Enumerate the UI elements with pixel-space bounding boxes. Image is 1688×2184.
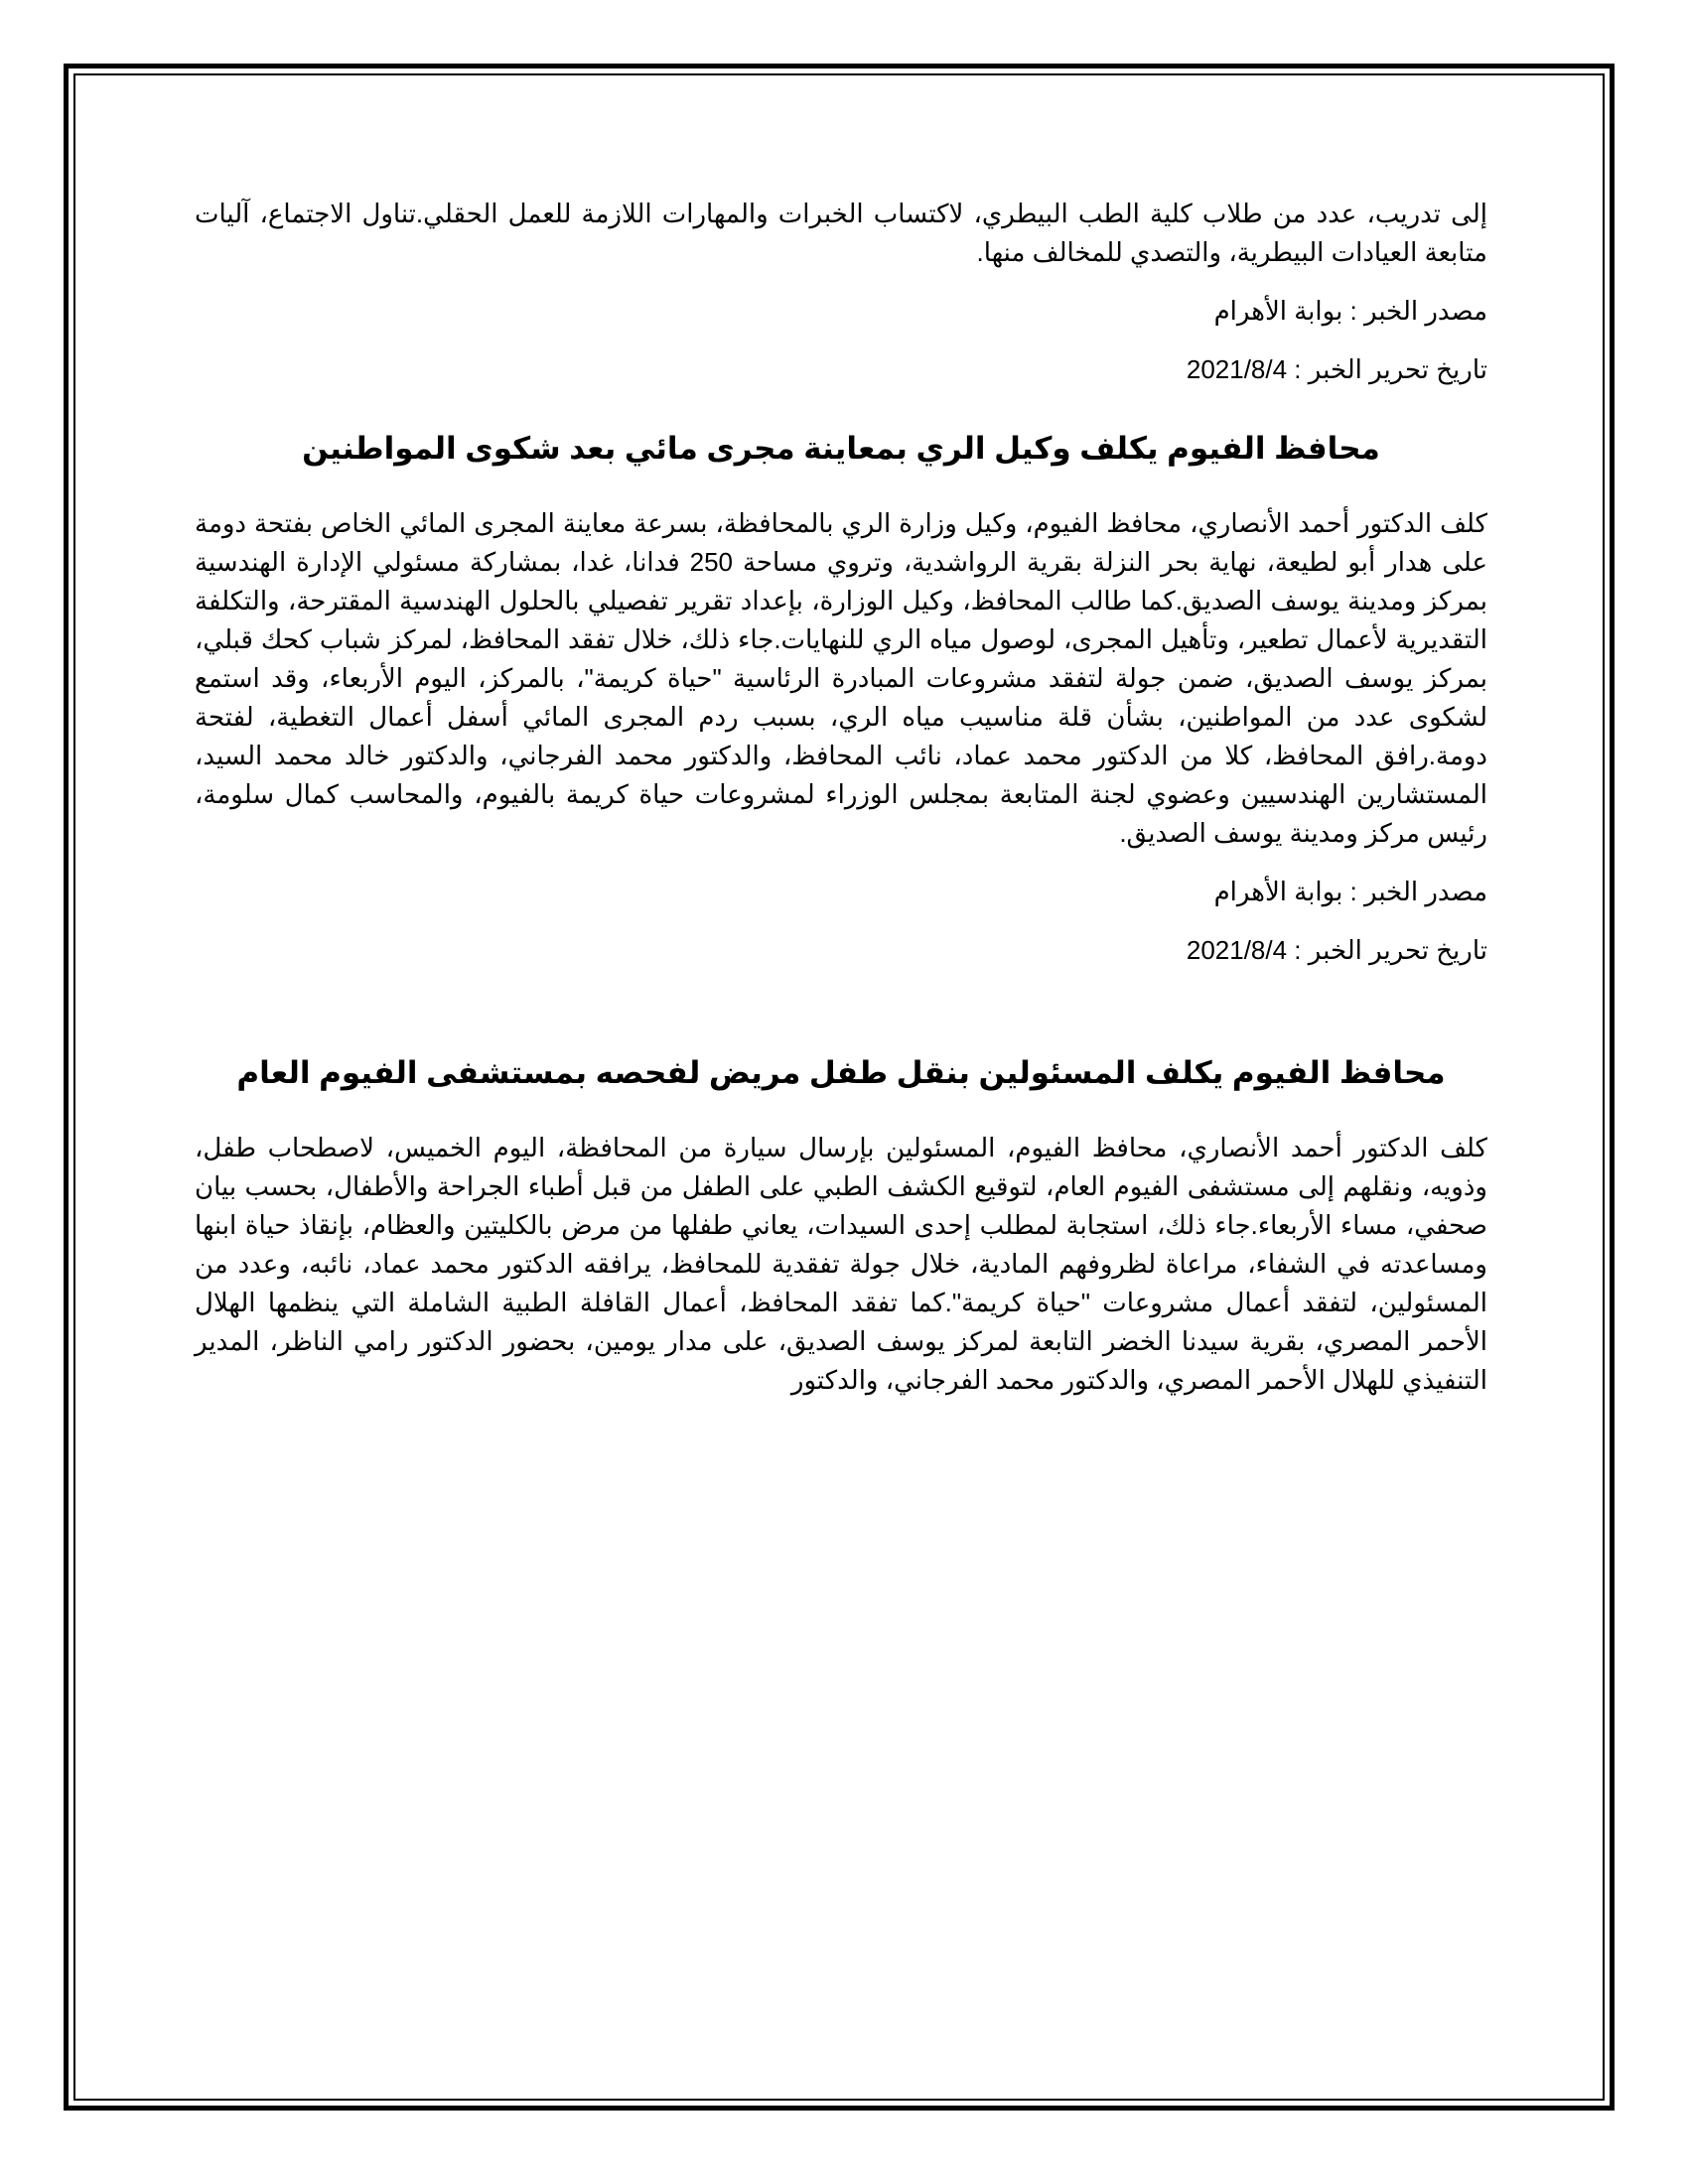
article1-body: كلف الدكتور أحمد الأنصاري، محافظ الفيوم، وكيل وزارة الري بالمحافظة، بسرعة معاينة المجرى المائي الخاص بفتحة دومة على هدار أبو لطيعة، نهاية بحر النزلة بقرية الرواشدية، وتروي مساحة 250 فدانا، غدا، بمشاركة مسئولي الإدارة الهندسية بمركز ومدينة يوسف الصديق.كما طالب المحافظ، وكيل الوزارة، بإعداد تقرير تفصيلي بالحلول الهندسية المقترحة، والتكلفة التقديرية لأعمال تطعير، وتأهيل المجرى، لوصول مياه الري للنهايات.جاء ذلك، خلال تفقد المحافظ، لمركز شباب كحك قبلي، بمركز يوسف الصديق، ضمن جولة لتفقد مشروعات المبادرة الرئاسية "حياة كريمة"، بالمركز، اليوم الأربعاء، وقد استمع لشكوى عدد من المواطنين، بشأن قلة مناسيب مياه الري، بسبب ردم المجرى المائي أسفل أعمال التغطية، لفتحة دومة.رافق المحافظ، كلا من الدكتور محمد عماد، نائب المحافظ، والدكتور محمد الفرجاني، والدكتور خالد محمد السيد، المستشارين الهندسيين وعضوي لجنة المتابعة بمجلس الوزراء لمشروعات حياة كريمة بالفيوم، والمحاسب كمال سلومة، رئيس مركز ومدينة يوسف الصديق.	[195, 508, 1487, 848]
article1-date-line	[195, 931, 1487, 970]
intro-source: مصدر الخبر : بوابة الأهرام	[1213, 296, 1487, 326]
document-body	[195, 195, 1487, 1400]
intro-date-label: تاريخ تحرير الخبر :	[1287, 354, 1487, 384]
intro-paragraph: إلى تدريب، عدد من طلاب كلية الطب البيطري، لاكتساب الخبرات والمهارات اللازمة للعمل الحقلي.تناول الاجتماع، آليات متابعة العيادات البيطرية، والتصدي للمخالف منها.	[195, 199, 1487, 267]
article2-headline: محافظ الفيوم يكلف المسئولين بنقل طفل مريض لفحصه بمستشفى الفيوم العام	[236, 1055, 1446, 1090]
article2-body: كلف الدكتور أحمد الأنصاري، محافظ الفيوم، المسئولين بإرسال سيارة من المحافظة، اليوم الخميس، لاصطحاب طفل، وذويه، ونقلهم إلى مستشفى الفيوم العام، لتوقيع الكشف الطبي على الطفل من قبل أطباء الجراحة والأطفال، بحسب بيان صحفي، مساء الأربعاء.جاء ذلك، استجابة لمطلب إحدى السيدات، يعاني طفلها من مرض بالكليتين والعظام، بإنقاذ حياة ابنها ومساعدته في الشفاء، مراعاة لظروفهم المادية، خلال جولة تفقدية للمحافظ، يرافقه الدكتور محمد عماد، نائبه، وعدد من المسئولين، لتفقد أعمال مشروعات "حياة كريمة".كما تفقد المحافظ، أعمال القافلة الطبية الشاملة التي ينظمها الهلال الأحمر المصري، بقرية سيدنا الخضر التابعة لمركز يوسف الصديق، على مدار يومين، بحضور الدكتور رامي الناظر، المدير التنفيذي للهلال الأحمر المصري، والدكتور محمد الفرجاني، والدكتور	[195, 1133, 1487, 1395]
article1-source: مصدر الخبر : بوابة الأهرام	[1213, 877, 1487, 906]
intro-date-line	[195, 350, 1487, 389]
article1-date: 2021/8/4	[1186, 935, 1288, 965]
article1-date-label: تاريخ تحرير الخبر :	[1287, 935, 1487, 965]
article1-headline: محافظ الفيوم يكلف وكيل الري بمعاينة مجرى مائي بعد شكوى المواطنين	[302, 431, 1380, 466]
intro-date: 2021/8/4	[1186, 354, 1288, 384]
